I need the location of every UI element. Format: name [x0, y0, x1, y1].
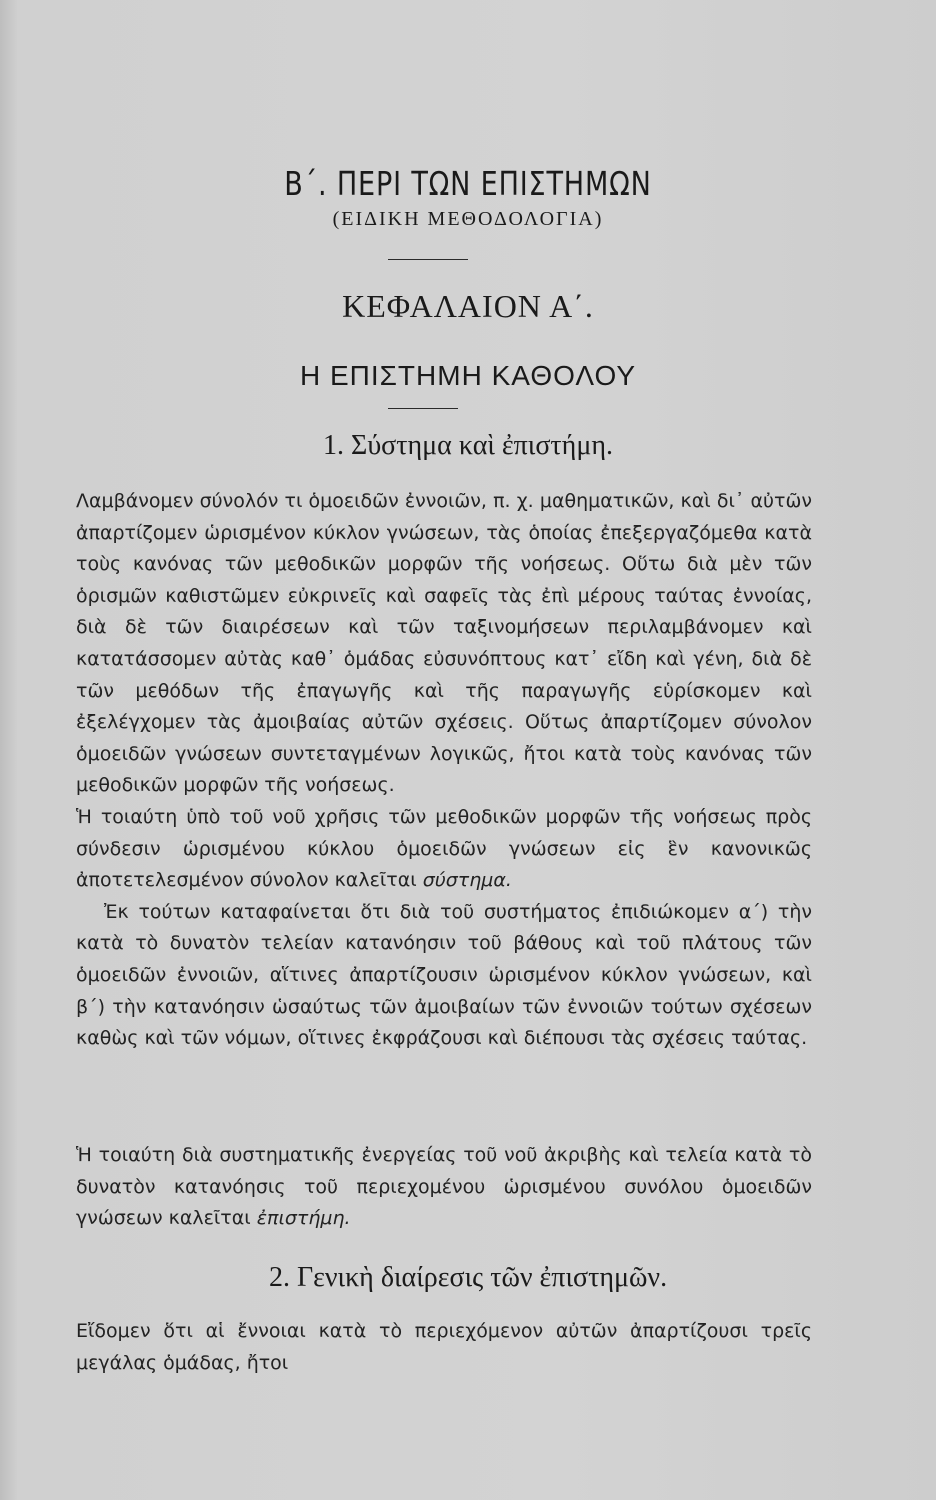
section-body [76, 1316, 812, 1379]
paragraph [76, 1140, 812, 1235]
paragraph: Λαμβάνομεν σύνολόν τι ὁμοειδῶν ἐννοιῶν, π. χ. μαθηματικῶν, καὶ δι᾽ αὐτῶν ἀπαρτίζομεν ὡρισμένον κύκλον γνώσεων, τὰς ὁποίας ἐπεξεργαζόμεθα κατὰ τοὺς κανόνας τῶν μεθοδικῶν μορφῶν τῆς νοήσεως. Οὕτω διὰ μὲν τῶν ὁρισμῶν καθιστῶμεν εὐκρινεῖς καὶ σαφεῖς τὰς ἐπὶ μέρους ταύτας ἐννοίας, διὰ δὲ τῶν διαιρέσεων καὶ τῶν ταξινομήσεων περιλαμβάνομεν καὶ κατατάσσομεν αὐτὰς καθ᾽ ὁμάδας εὐσυνόπτους κατ᾽ εἴδη καὶ γένη, διὰ δὲ τῶν μεθόδων τῆς ἐπαγωγῆς καὶ τῆς παραγωγῆς εὑρίσκομεν καὶ ἐξελέγχομεν τὰς ἀμοιβαίας αὐτῶν σχέσεις. Οὕτως ἀπαρτίζομεν σύνολον ὁμοειδῶν γνώσεων συντεταγμένων λογικῶς, ἤτοι κατὰ τοὺς κανόνας τῶν μεθοδικῶν μορφῶν τῆς νοήσεως. [76, 490, 812, 797]
chapter-subtitle: Η ΕΠΙΣΤΗΜΗ ΚΑΘΟΛΟΥ [299, 360, 637, 391]
divider-rule [388, 259, 468, 260]
section-body [76, 1140, 812, 1235]
part-subtitle: (ΕΙΔΙΚΗ ΜΕΘΟΔΟΛΟΓΙΑ) [332, 208, 604, 230]
divider-rule [388, 408, 458, 409]
section-heading: 1. Σύστημα καὶ ἐπιστήμη. [323, 430, 613, 461]
section-body [76, 486, 812, 1055]
paragraph-text: Ἡ τοιαύτη διὰ συστηματικῆς ἐνεργείας τοῦ νοῦ ἀκριβὴς καὶ τελεία κατὰ τὸ δυνατὸν κατανόησις τοῦ περιεχομένου ὡρισμένου συνόλου ὁμοειδῶν γνώσεων καλεῖται [76, 1144, 812, 1230]
paragraph-text: Ἡ τοιαύτη ὑπὸ τοῦ νοῦ χρῆσις τῶν μεθοδικῶν μορφῶν τῆς νοήσεως πρὸς σύνδεσιν ὡρισμένου κύκλου ὁμοειδῶν γνώσεων εἰς ἓν κανονικῶς ἀποτετελεσμένον σύνολον καλεῖται [76, 805, 812, 892]
part-title: Β΄. ΠΕΡΙ ΤΩΝ ΕΠΙΣΤΗΜΩΝ [284, 164, 652, 203]
chapter-title: ΚΕΦΑΛΑΙΟΝ Α΄. [342, 288, 594, 324]
paragraph: Ἐκ τούτων καταφαίνεται ὅτι διὰ τοῦ συστήματος ἐπιδιώκομεν α΄) τὴν κατὰ τὸ δυνατὸν τελείαν κατανόησιν τοῦ βάθους καὶ τοῦ πλάτους τῶν ὁμοειδῶν ἐννοιῶν, αἵτινες ἀπαρτίζουσιν ὡρισμένον κύκλον γνώσεων, καὶ β΄) τὴν κατανόησιν ὡσαύτως τῶν ἀμοιβαίων τῶν ἐννοιῶν τούτων σχέσεων καθὼς καὶ τῶν νόμων, οἵτινες ἐκφράζουσι καὶ διέπουσι τὰς σχέσεις ταύτας. [76, 900, 812, 1050]
defined-term: σύστημα. [422, 869, 512, 892]
paragraph: Εἴδομεν ὅτι αἱ ἔννοιαι κατὰ τὸ περιεχόμενον αὐτῶν ἀπαρτίζουσι τρεῖς μεγάλας ὁμάδας, ἤτοι [76, 1320, 812, 1374]
paragraph [76, 802, 812, 897]
section-heading: 2. Γενικὴ διαίρεσις τῶν ἐπιστημῶν. [268, 1262, 668, 1293]
defined-term: ἐπιστήμη. [256, 1207, 351, 1230]
